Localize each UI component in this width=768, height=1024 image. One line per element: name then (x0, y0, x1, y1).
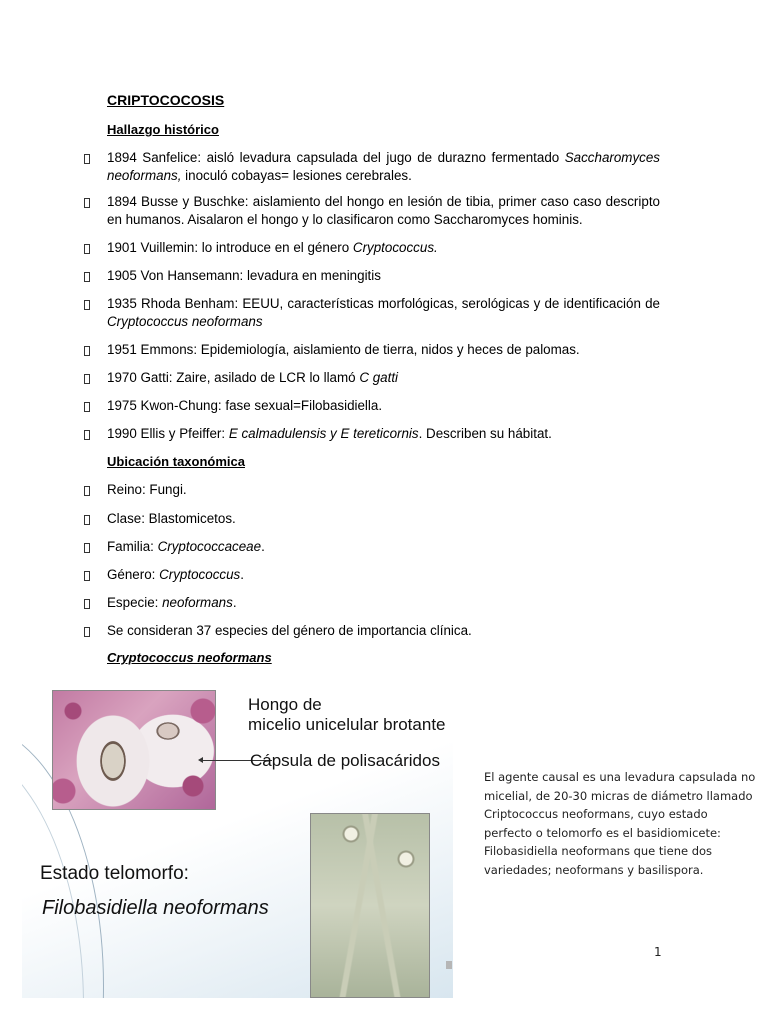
heading-hallazgo: Hallazgo histórico (107, 122, 219, 137)
document-title: CRIPTOCOCOSIS (107, 92, 225, 108)
list-item: Especie: neoformans. (107, 595, 237, 610)
heading-cryptococcus: Cryptococcus neoformans (107, 650, 272, 665)
list-item: 1990 Ellis y Pfeiffer: E calmadulensis y E tereticornis. Describen su hábitat. (107, 426, 552, 441)
slide-label-capsula: Cápsula de polisacáridos (250, 751, 440, 770)
bullet-icon (84, 374, 90, 384)
list-item: Familia: Cryptococcaceae. (107, 539, 265, 554)
list-item: 1970 Gatti: Zaire, asilado de LCR lo llamó C gatti (107, 370, 399, 385)
bullet-icon (84, 198, 90, 208)
bullet-icon (84, 571, 90, 581)
micrograph-filobasidiella (310, 813, 430, 998)
list-item: Género: Cryptococcus. (107, 567, 244, 582)
micrograph-yeast-cells (52, 690, 216, 810)
list-item: 1901 Vuillemin: lo introduce en el género Cryptococcus. (107, 240, 438, 255)
page-number: 1 (654, 945, 662, 959)
bullet-icon (84, 599, 90, 609)
slide-label-estado: Estado telomorfo: (40, 863, 189, 884)
bullet-icon (84, 515, 90, 525)
slide-label-filobasidiella: Filobasidiella neoformans (42, 897, 269, 919)
list-item: 1951 Emmons: Epidemiología, aislamiento de tierra, nidos y heces de palomas. (107, 342, 580, 357)
bullet-icon (84, 154, 90, 164)
list-item: 1905 Von Hansemann: levadura en meningitis (107, 268, 381, 283)
list-item: Clase: Blastomicetos. (107, 511, 236, 526)
arrow-icon (198, 757, 203, 763)
side-note: El agente causal es una levadura capsulada no micelial, de 20-30 micras de diámetro llamado Criptococcus neoformans, cuyo estado perfecto o telomorfo es el basidiomicete: Filobasidiella neoformans que tiene dos variedades; neoformans y basilispora. (484, 770, 756, 877)
slide-marker (446, 961, 452, 969)
bullet-icon (84, 272, 90, 282)
slide-label-hongo: Hongo de micelio unicelular brotante (248, 695, 446, 734)
list-item: Reino: Fungi. (107, 482, 187, 497)
slide-image (22, 685, 453, 998)
bullet-icon (84, 346, 90, 356)
bullet-icon (84, 430, 90, 440)
list-item: 1894 Sanfelice: aisló levadura capsulada del jugo de durazno fermentado Saccharomyces neoformans, inoculó cobayas= lesiones cerebrales. (107, 150, 660, 183)
list-item: 1894 Busse y Buschke: aislamiento del hongo en lesión de tibia, primer caso caso descripto en humanos. Aisalaron el hongo y lo clasificaron como Saccharomyces hominis. (107, 194, 660, 227)
bullet-icon (84, 402, 90, 412)
bullet-icon (84, 300, 90, 310)
list-item: 1975 Kwon-Chung: fase sexual=Filobasidiella. (107, 398, 383, 413)
bullet-icon (84, 244, 90, 254)
bullet-icon (84, 627, 90, 637)
bullet-icon (84, 543, 90, 553)
list-item: Se consideran 37 especies del género de importancia clínica. (107, 623, 472, 638)
heading-ubicacion: Ubicación taxonómica (107, 454, 245, 469)
list-item: 1935 Rhoda Benham: EEUU, características morfológicas, serológicas y de identificación de Cryptococcus neoformans (107, 296, 660, 329)
bullet-icon (84, 486, 90, 496)
